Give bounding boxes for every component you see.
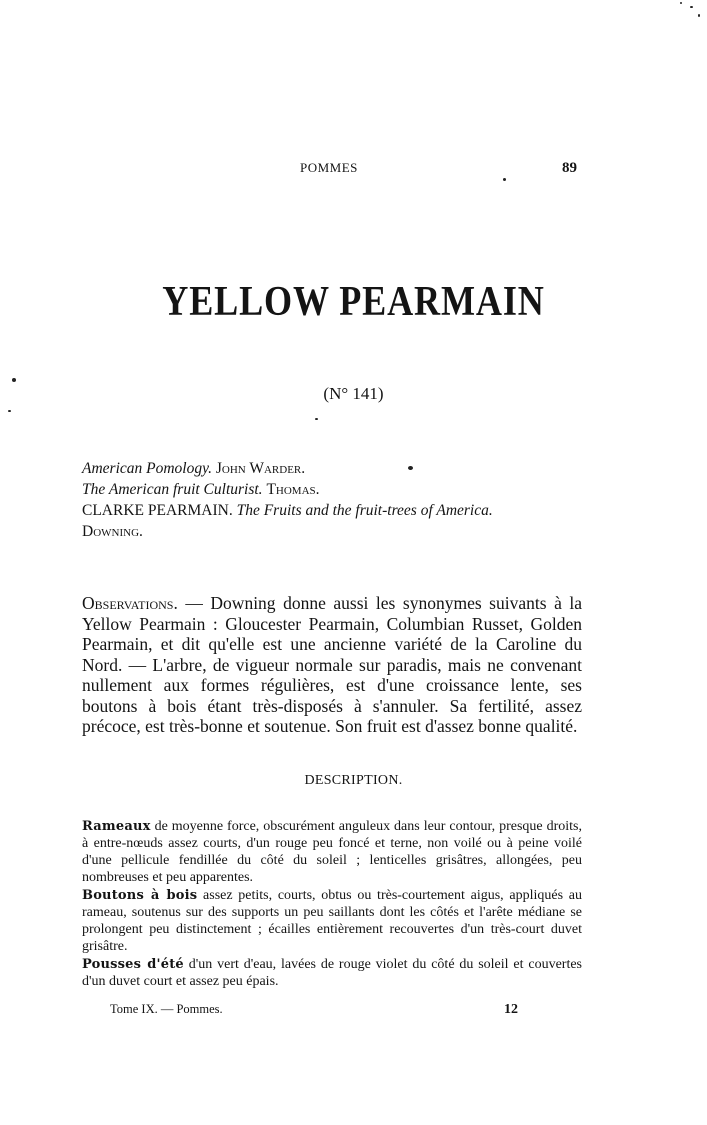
scan-speck	[315, 418, 318, 420]
synonym-source-title: The American fruit Culturist.	[82, 481, 263, 498]
observations-label: Observations.	[82, 593, 178, 613]
synonym-entry	[82, 479, 602, 500]
synonym-name: CLARKE PEARMAIN.	[82, 502, 233, 519]
variety-number: (N° 141)	[323, 384, 384, 403]
description-term: Rameaux	[82, 819, 151, 834]
observations-paragraph	[82, 593, 582, 737]
observations-text: — Downing donne aussi les synonymes suivants à la Yellow Pearmain : Gloucester Pearmain, Columbian Russet, Golden Pearmain, et dit qu'elle est une ancienne variété de la Caroline du Nord. — L'arbre, de vigueur normale sur paradis, mais ne convenant nullement aux formes régulières, est d'une croissance lente, ses boutons à bois étant très-disposés à s'annuler. Sa fertilité, assez précoce, est très-bonne et soutenue. Son fruit est d'assez bonne qualité.	[82, 593, 582, 736]
description-text: d'un vert d'eau, lavées de rouge violet du côté du soleil et couvertes d'un duvet court et assez peu épais.	[82, 957, 582, 989]
scan-speck	[698, 14, 700, 17]
synonym-source-title: American Pomology.	[82, 460, 213, 477]
running-header	[0, 160, 707, 180]
synonym-entry	[82, 458, 602, 479]
description-text: assez petits, courts, obtus ou très-courtement aigus, appliqués au rameau, soutenus sur des supports un peu saillants dont les côtés et l'arête médiane se prolongent peu distinctement ; écailles entièrement recouvertes d'un très-court duvet grisâtre.	[82, 888, 582, 954]
description-item	[82, 887, 582, 955]
scan-speck	[12, 378, 16, 382]
synonym-author: Thomas.	[266, 481, 320, 498]
synonym-list	[82, 458, 602, 542]
footer-tome: Tome IX. — Pommes.	[110, 1002, 223, 1016]
synonym-author: John Warder.	[215, 460, 306, 477]
running-title: POMMES	[300, 160, 358, 175]
description-item	[82, 956, 582, 990]
page-title: YELLOW PEARMAIN	[162, 279, 545, 325]
signature-mark: 12	[504, 1002, 518, 1017]
description-text: de moyenne force, obscurément anguleux dans leur contour, presque droits, à entre-nœuds assez courts, d'un rouge peu foncé et terne, non voilé ou à peine voilé d'une pellicule fendillée du côté du soleil ; lenticelles grisâtres, allongées, peu nombreuses et peu apparentes.	[82, 819, 583, 885]
scan-speck	[690, 6, 693, 8]
synonym-entry	[82, 500, 602, 521]
synonym-source-title: The Fruits and the fruit-trees of America.	[236, 502, 493, 519]
description-heading: DESCRIPTION.	[304, 773, 403, 788]
page-footer	[0, 1002, 707, 1022]
synonym-entry	[82, 521, 602, 542]
scan-speck	[8, 410, 11, 412]
description-term: Pousses d'été	[82, 957, 184, 972]
scan-speck	[680, 2, 682, 4]
description-term: Boutons à bois	[82, 888, 198, 903]
scan-speck	[408, 466, 413, 470]
description-item	[82, 818, 582, 886]
synonym-author: Downing.	[82, 523, 143, 540]
scan-speck	[503, 178, 506, 181]
description-body	[82, 818, 582, 991]
page-number: 89	[562, 160, 577, 176]
